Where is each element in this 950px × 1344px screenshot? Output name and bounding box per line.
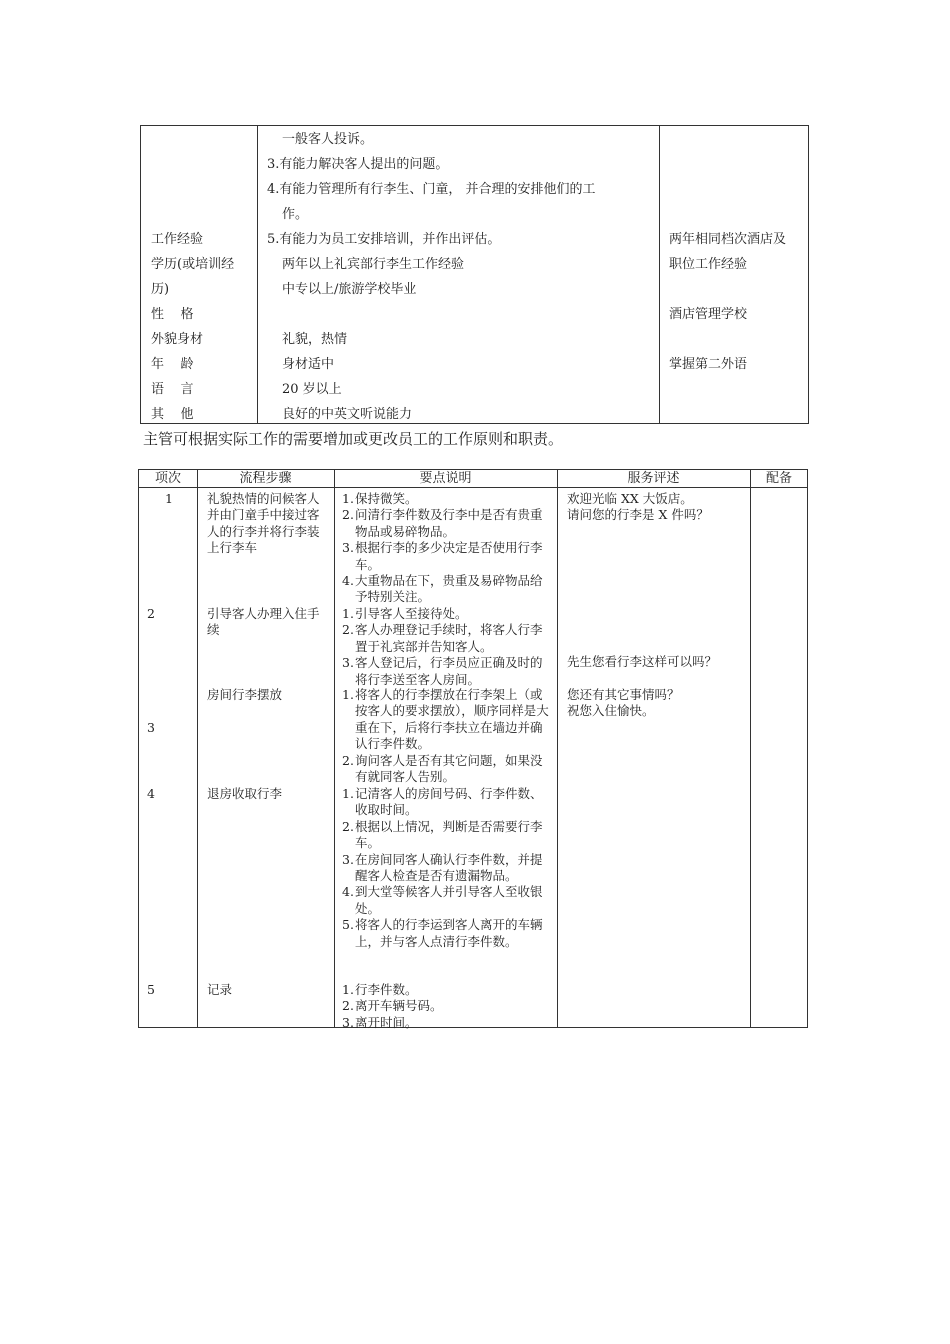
point-item: 2. 根据以上情况，判断是否需要行李车。: [342, 818, 543, 851]
point-item: 3. 离开时间。: [342, 1014, 418, 1030]
step-number: 1: [165, 491, 173, 506]
personality-value: 礼貌，热情: [282, 332, 348, 347]
experience-value: 两年以上礼宾部行李生工作经验: [282, 257, 465, 272]
column-divider: [257, 126, 258, 423]
points-room: [342, 687, 552, 785]
service-confirm: 先生您看行李这样可以吗？: [567, 654, 718, 669]
point-item: 3. 在房间同客人确认行李件数，并提醒客人检查是否有遗漏物品。: [342, 851, 543, 884]
points-greet: [342, 491, 552, 606]
duty-line: 4.有能力管理所有行李生、门童， 并合理的安排他们的工: [267, 182, 596, 197]
step-checkout: 退房收取行李: [207, 786, 283, 801]
column-divider: [659, 126, 660, 423]
point-item: 3. 客人登记后，行李员应正确及时的将行李送至客人房间。: [342, 655, 543, 687]
point-item: 4. 大重物品在下，贵重及易碎物品给予特别关注。: [342, 573, 543, 605]
point-item: 2. 离开车辆号码。: [342, 998, 443, 1014]
duty-line: 一般客人投诉。: [282, 132, 374, 147]
qualification-table: [140, 125, 809, 424]
header-points: 要点说明: [419, 471, 472, 486]
step-checkin: 引导客人办理入住手续: [207, 606, 320, 638]
procedure-table: [138, 469, 808, 1028]
column-divider: [557, 470, 558, 1027]
supervisor-education: 酒店管理学校: [669, 307, 748, 322]
column-divider: [750, 470, 751, 1027]
header-step: 流程步骤: [239, 471, 292, 486]
label-experience: 工作经验: [151, 232, 204, 247]
label-other: 其 他: [151, 407, 194, 422]
points-checkout: [342, 786, 552, 950]
step-number: 5: [147, 982, 155, 997]
caption-note: 主管可根据实际工作的需要增加或更改员工的工作原则和职责。: [143, 430, 564, 448]
point-item: 3. 根据行李的多少决定是否使用行李车。: [342, 540, 543, 572]
label-education: 学历(或培训经: [151, 257, 235, 272]
service-enjoy-stay: 祝您入住愉快。: [567, 703, 655, 718]
point-item: 1. 行李件数。: [342, 982, 418, 997]
label-appearance: 外貌身材: [151, 332, 204, 347]
point-item: 4. 到大堂等候客人并引导客人至收银处。: [342, 884, 543, 916]
label-age: 年 龄: [151, 357, 194, 372]
service-anything-else: 您还有其它事情吗？: [567, 687, 680, 702]
column-divider: [197, 470, 198, 1027]
duty-line: 3.有能力解决客人提出的问题。: [267, 157, 449, 172]
column-divider: [334, 470, 335, 1027]
step-number: 3: [147, 720, 155, 735]
step-number: 4: [147, 786, 155, 801]
duty-line: 作。: [282, 207, 309, 222]
label-language: 语 言: [151, 382, 194, 397]
points-record: [342, 982, 552, 1031]
education-value: 中专以上/旅游学校毕业: [282, 282, 417, 297]
supervisor-experience-cont: 职位工作经验: [669, 257, 748, 272]
appearance-value: 身材适中: [282, 357, 335, 372]
step-number: 2: [147, 606, 155, 621]
point-item: 5. 将客人的行李运到客人离开的车辆上，并与客人点清行李件数。: [342, 917, 543, 949]
header-service: 服务评述: [627, 471, 680, 486]
point-item: 1. 保持微笑。: [342, 491, 418, 506]
point-item: 2. 问清行李件数及行李中是否有贵重物品或易碎物品。: [342, 507, 543, 539]
points-checkin: [342, 606, 552, 688]
age-value: 20 岁以上: [282, 382, 342, 397]
service-welcome: 欢迎光临 XX 大饭店。: [567, 491, 693, 506]
supervisor-experience: 两年相同档次酒店及: [669, 232, 787, 247]
duty-line: 5.有能力为员工安排培训，并作出评估。: [267, 232, 501, 247]
step-record: 记录: [207, 982, 233, 997]
header-divider: [139, 487, 807, 488]
supervisor-language: 掌握第二外语: [669, 357, 748, 372]
point-item: 1. 记清客人的房间号码、行李件数、收取时间。: [342, 786, 543, 818]
label-education-cont: 历): [151, 282, 170, 297]
step-room: 房间行李摆放: [207, 687, 283, 702]
point-item: 1. 引导客人至接待处。: [342, 606, 468, 621]
point-item: 2. 客人办理登记手续时，将客人行李置于礼宾部并告知客人。: [342, 622, 543, 654]
header-equipment: 配备: [765, 471, 792, 486]
point-item: 2. 询问客人是否有其它问题，如果没有就同客人告别。: [342, 752, 543, 785]
point-item: 1. 将客人的行李摆放在行李架上（或按客人的要求摆放），顺序同样是大重在下，后将行李扶立在墙边并确认行李件数。: [342, 687, 549, 752]
step-greet: 礼貌热情的问候客人并由门童手中接过客人的行李并将行李装上行李车: [207, 491, 320, 556]
service-luggage-count: 请问您的行李是 X 件吗？: [567, 507, 709, 522]
header-index: 项次: [154, 471, 181, 486]
label-personality: 性 格: [151, 307, 194, 322]
language-value: 良好的中英文听说能力: [282, 407, 413, 422]
